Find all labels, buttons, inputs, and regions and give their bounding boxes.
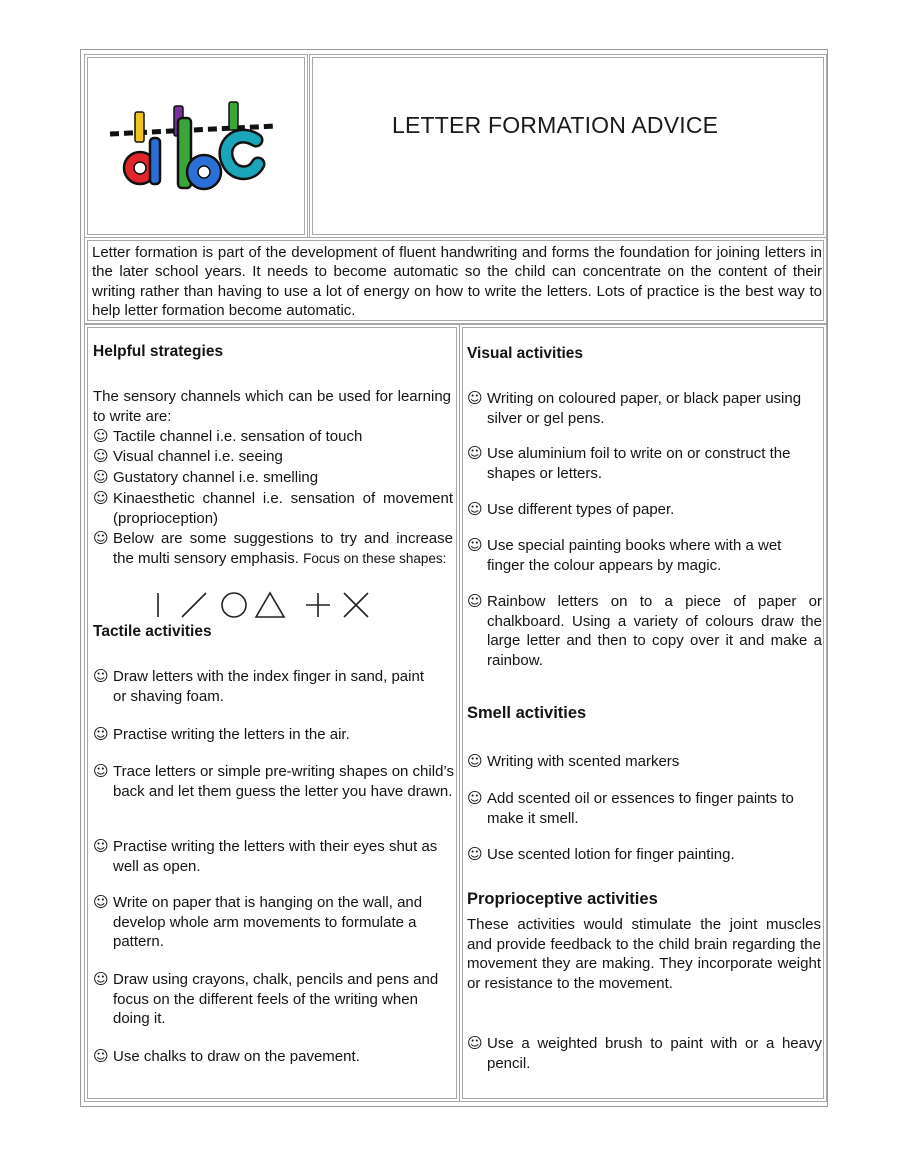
tactile-item: ☺ Draw letters with the index finger in sand, paint or shaving foam.: [93, 667, 424, 705]
intro-paragraph: Letter formation is part of the development of fluent handwriting and forms the foundation for joining letters in the later school years. It needs to become automatic so the child can concentrate on the content of their writing rather than having to use a lot of energy on how to write the letters. Lots of practice is the best way to help letter formation become automatic.: [92, 244, 822, 320]
tactile-item: ☺ Write on paper that is hanging on the wall, and develop whole arm movements to formulate a pattern.: [93, 893, 423, 950]
smell-item: ☺ Add scented oil or essences to finger paints to make it smell.: [467, 789, 794, 827]
channel-item: ☺ Visual channel i.e. seeing: [93, 447, 283, 465]
smiley-icon: ☺: [93, 837, 109, 855]
abc-clothesline-logo: [108, 96, 278, 201]
smiley-icon: ☺: [93, 447, 109, 465]
smiley-icon: ☺: [467, 845, 483, 863]
smiley-icon: ☺: [93, 970, 109, 988]
visual-item: ☺ Use aluminium foil to write on or construct the shapes or letters.: [467, 444, 791, 482]
visual-item: ☺ Rainbow letters on to a piece of paper or chalkboard. Using a variety of colours draw the large letter and then to copy over it and make a rainbow.: [467, 592, 822, 669]
smiley-icon: ☺: [93, 489, 109, 507]
smiley-icon: ☺: [467, 1034, 483, 1052]
letter-b-icon: [174, 106, 221, 189]
tactile-item: ☺ Draw using crayons, chalk, pencils and pens and focus on the different feels of the writing when doing it.: [93, 970, 439, 1027]
smiley-icon: ☺: [467, 592, 483, 610]
page-title: LETTER FORMATION ADVICE: [392, 112, 719, 138]
smiley-icon: ☺: [467, 789, 483, 807]
tactile-item: ☺ Practise writing the letters in the air.: [93, 725, 350, 743]
proprioceptive-item: ☺ Use a weighted brush to paint with or a heavy pencil.: [467, 1034, 822, 1072]
focus-note: Focus on these shapes:: [303, 550, 447, 566]
smiley-icon: ☺: [93, 893, 109, 911]
smell-item: ☺ Writing with scented markers: [467, 752, 680, 770]
proprioceptive-intro: These activities would stimulate the joint muscles and provide feedback to the child brain regarding the movement they are making. They incorporate weight or resistance to the movement.: [467, 916, 821, 992]
smiley-icon: ☺: [467, 752, 483, 770]
letter-c-icon: [226, 102, 258, 173]
x-shape-icon: [344, 593, 368, 617]
diagonal-line-icon: [182, 593, 206, 617]
prewriting-shapes: [148, 588, 378, 622]
smiley-icon: ☺: [93, 427, 109, 445]
visual-item: ☺ Use different types of paper.: [467, 500, 675, 518]
strategies-intro: The sensory channels which can be used for learning to write are:: [93, 388, 451, 425]
smiley-icon: ☺: [93, 762, 109, 780]
tactile-item: ☺ Use chalks to draw on the pavement.: [93, 1047, 360, 1065]
cross-icon: [306, 593, 330, 617]
proprioceptive-activities-heading: Proprioceptive activities: [467, 890, 658, 908]
suggestion-item: ☺ Below are some suggestions to try and increase the multi sensory emphasis. Focus on these shapes:: [93, 529, 453, 567]
smiley-icon: ☺: [93, 468, 109, 486]
circle-icon: [222, 593, 246, 617]
tactile-item: ☺ Practise writing the letters with their eyes shut as well as open.: [93, 837, 438, 875]
smiley-icon: ☺: [467, 444, 483, 462]
visual-item: ☺ Writing on coloured paper, or black paper using silver or gel pens.: [467, 389, 802, 427]
channel-item: ☺ Gustatory channel i.e. smelling: [93, 468, 319, 486]
smiley-icon: ☺: [93, 725, 109, 743]
tactile-item: ☺ Trace letters or simple pre-writing shapes on child’s back and let them guess the letter you have drawn.: [93, 762, 454, 800]
smiley-icon: ☺: [467, 500, 483, 518]
channel-item: ☺ Kinaesthetic channel i.e. sensation of movement (proprioception): [93, 489, 453, 527]
tactile-activities-heading: Tactile activities: [93, 623, 212, 640]
smiley-icon: ☺: [93, 529, 109, 547]
letter-a-icon: [124, 112, 160, 199]
visual-item: ☺ Use special painting books where with a wet finger the colour appears by magic.: [467, 536, 782, 574]
title-cell: [309, 54, 827, 238]
svg-text:a: a: [154, 198, 155, 199]
channel-item: ☺ Tactile channel i.e. sensation of touch: [93, 427, 363, 445]
smell-activities-heading: Smell activities: [467, 704, 587, 722]
smiley-icon: ☺: [467, 389, 483, 407]
smiley-icon: ☺: [93, 1047, 109, 1065]
helpful-strategies-heading: Helpful strategies: [93, 343, 224, 360]
triangle-icon: [256, 593, 284, 617]
smiley-icon: ☺: [93, 667, 109, 685]
smiley-icon: ☺: [467, 536, 483, 554]
visual-activities-heading: Visual activities: [467, 345, 584, 362]
smell-item: ☺ Use scented lotion for finger painting.: [467, 845, 735, 863]
